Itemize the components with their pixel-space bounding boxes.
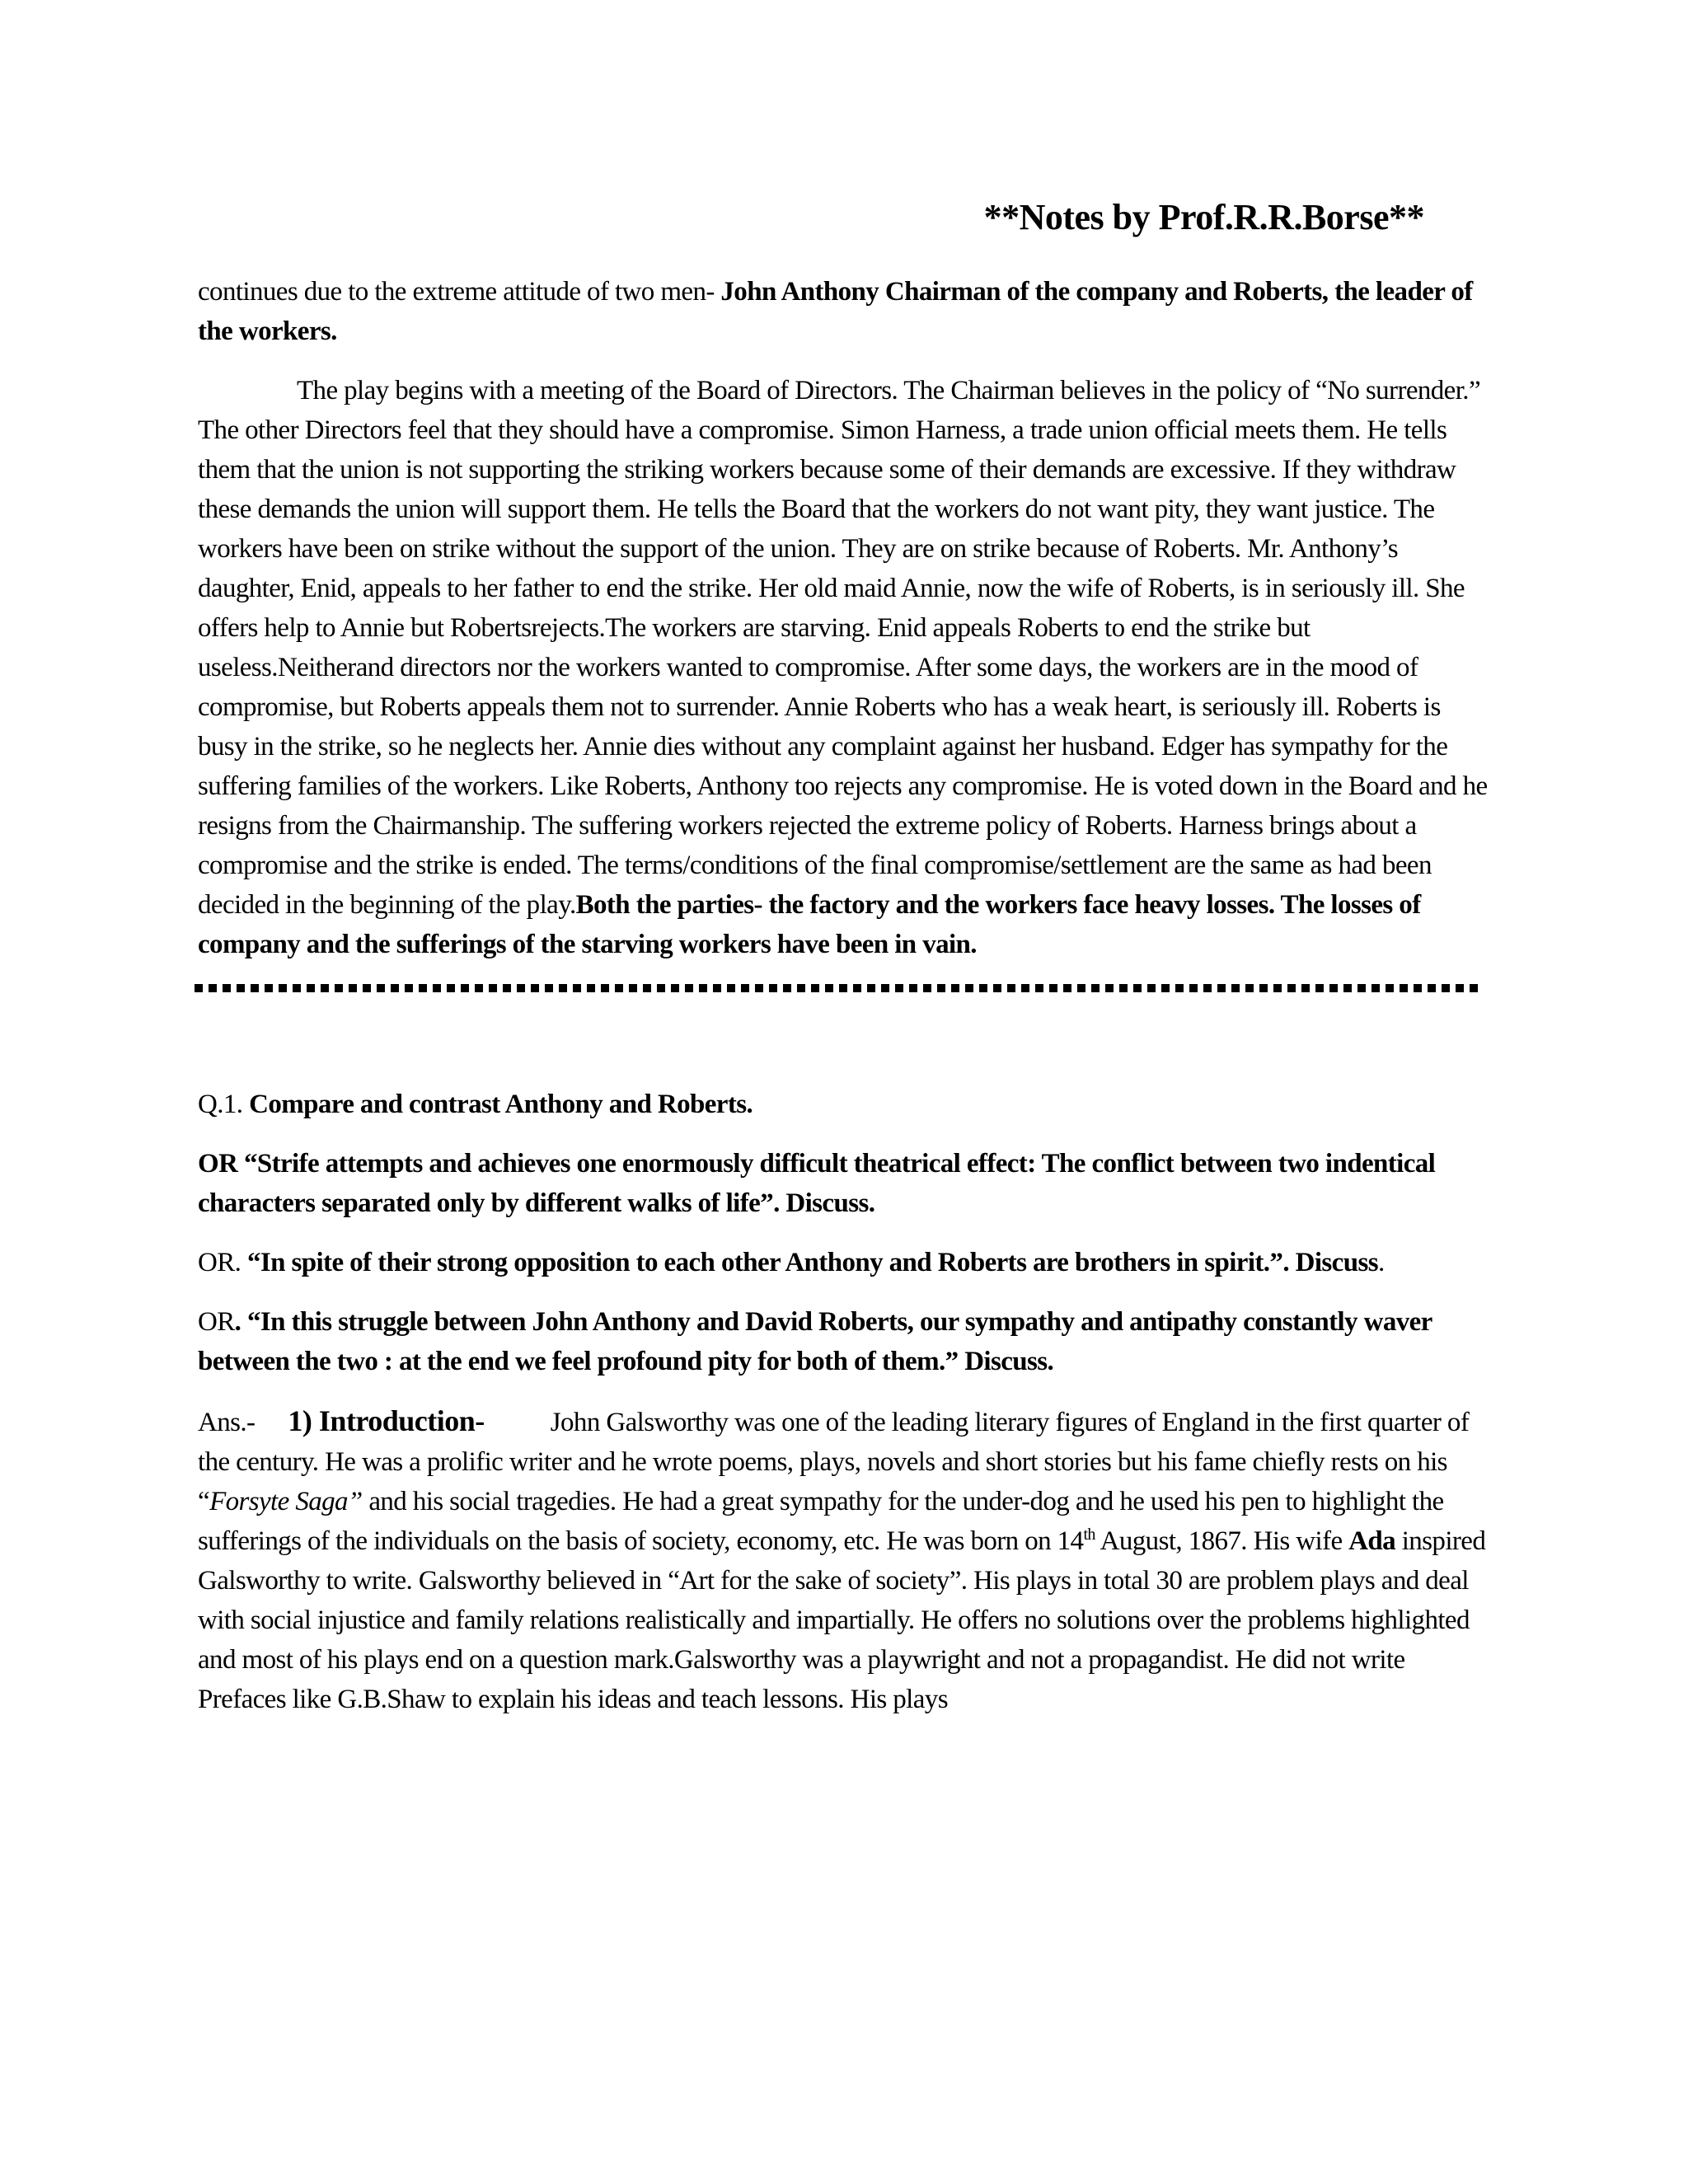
bold-run: Ada [1348,1526,1396,1556]
text-run: Q.1. [198,1090,250,1119]
answer-heading: 1) Introduction- [288,1404,485,1437]
dotted-divider [195,984,1480,992]
answer-label: Ans.- [198,1408,256,1437]
text-run: OR [198,1307,235,1337]
text-run: inspired Galsworthy to write. Galsworthy believed in “Art for the sake of society”. His plays in total 30 are problem plays and deal with social injustice and family relations realistically and impartially. He offers no solutions over the problems highlighted and most of his plays end on a question mark.Galsworthy was a playwright and not a propagandist. He did not write Prefaces like G.B.Shaw to explain his ideas and teach lessons. His plays [198,1526,1486,1714]
text-run: August, 1867. His wife [1095,1526,1349,1556]
bold-run: “In spite of their strong opposition to each other Anthony and Roberts are brothers in spirit.”. Discuss [246,1248,1378,1277]
text-run: . [1377,1248,1385,1277]
italic-run: Forsyte Saga” [209,1487,363,1516]
notes-header: **Notes by Prof.R.R.Borse** [983,197,1424,237]
paragraph-summary [198,371,1488,964]
text-run: OR. [198,1248,247,1277]
bold-run: Compare and contrast Anthony and Roberts. [249,1090,753,1119]
paragraph-continuation [198,272,1488,351]
bold-run: Both the parties- the factory and the workers face heavy losses. The losses of company and the sufferings of the starving workers have been in vain. [198,890,1421,959]
question-alt-1 [198,1144,1488,1223]
superscript: th [1083,1526,1095,1544]
spacer [198,992,1488,1085]
question-alt-2 [198,1243,1488,1282]
document-body [198,272,1488,1739]
text-run: The play begins with a meeting of the Board of Directors. The Chairman believes in the policy of “No surrender.” The other Directors feel that they should have a compromise. Simon Harness, a trade union official meets them. He tells them that the union is not supporting the striking workers because some of their demands are excessive. If they withdraw these demands the union will support them. He tells the Board that the workers do not want pity, they want justice. The workers have been on strike without the support of the union. They are on strike because of Roberts. Mr. Anthony’s daughter, Enid, appeals to her father to end the strike. Her old maid Annie, now the wife of Roberts, is in seriously ill. She offers help to Annie but Robertsrejects.The workers are starving. Enid appeals Roberts to end the strike but useless.Neitherand directors nor the workers wanted to compromise. After some days, the workers are in the mood of compromise, but Roberts appeals them not to surrender. Annie Roberts who has a weak heart, is seriously ill. Roberts is busy in the strike, so he neglects her. Annie dies without any complaint against her husband. Edger has sympathy for the suffering families of the workers. Like Roberts, Anthony too rejects any compromise. He is voted down in the Board and he resigns from the Chairmanship. The suffering workers rejected the extreme policy of Roberts. Harness brings about a compromise and the strike is ended. The terms/conditions of the final compromise/settlement are the same as had been decided in the beginning of the play. [198,376,1488,920]
question-alt-3 [198,1302,1488,1381]
bold-run: . “In this struggle between John Anthony and David Roberts, our sympathy and antipathy constantly waver between the two : at the end we feel profound pity for both of them.” Discuss. [198,1307,1432,1376]
text-run: continues due to the extreme attitude of two men- [198,277,721,307]
bold-run: OR “Strife attempts and achieves one enormously difficult theatrical effect: The conflict between two indentical characters separated only by different walks of life”. Discuss. [198,1149,1436,1218]
text-run: John Galsworthy was one of the leading literary figures of England in the first quarter of the century. He was a prolific writer and he wrote poems, plays, novels and short stories but his fame chiefly rests on his “ [198,1408,1470,1516]
question-1 [198,1085,1488,1124]
text-run: and his social tragedies. He had a great sympathy for the under-dog and he used his pen to highlight the sufferings of the individuals on the basis of society, economy, etc. He was born on 14 [198,1487,1444,1556]
bold-run: John Anthony Chairman of the company and Roberts, the leader of the workers. [198,277,1473,346]
answer-paragraph [198,1401,1488,1719]
